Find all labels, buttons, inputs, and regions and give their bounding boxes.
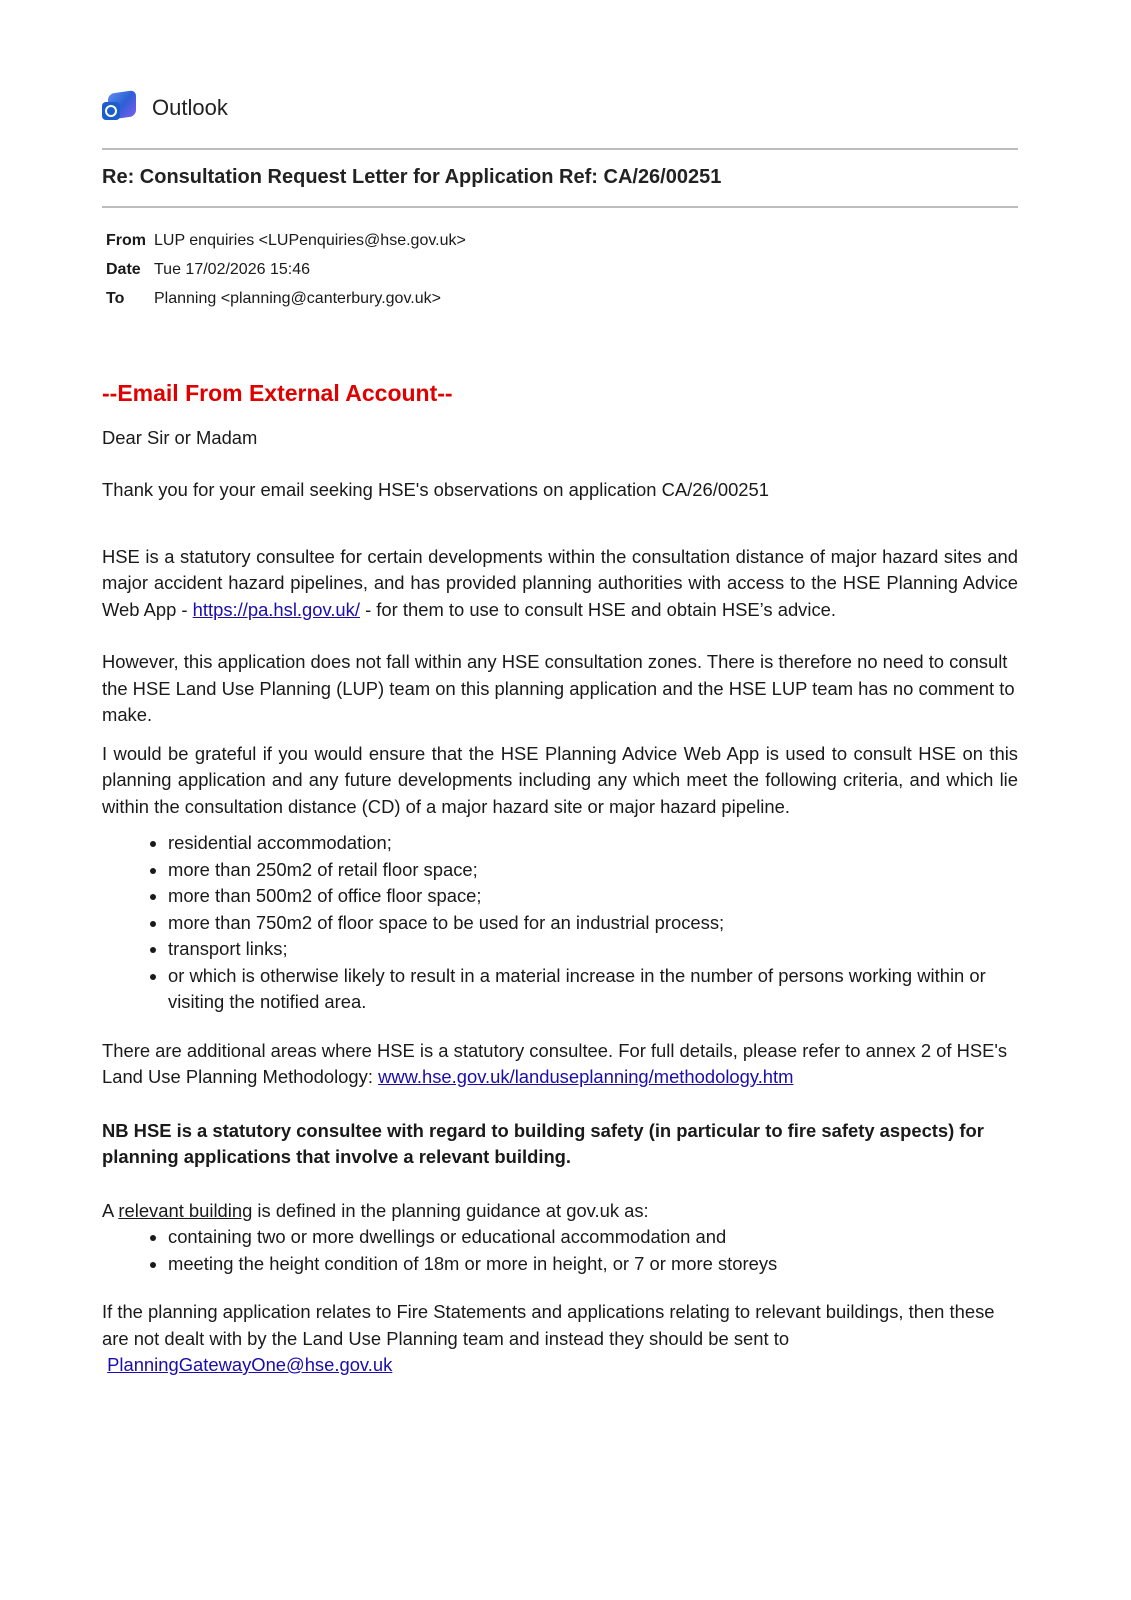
to-label: To [106, 290, 125, 307]
header-divider [102, 148, 1018, 150]
fire-statement-paragraph [102, 1299, 1018, 1379]
relevant-criteria-item: • meeting the height condition of 18m or more in height, or 7 or more storeys [168, 1251, 1018, 1278]
outlook-logo-icon [102, 90, 138, 126]
request-paragraph: I would be grateful if you would ensure that the HSE Planning Advice Web App is used to consult HSE on this planning application and any future developments including any which meet the following criteria, and which lie within the consultation distance (CD) of a major hazard site or major hazard pipeline. [102, 742, 1018, 817]
statutory-paragraph [102, 544, 1018, 624]
relevant-building-paragraph [102, 1198, 1018, 1225]
relevant-building-term: relevant building [118, 1199, 253, 1221]
statutory-text: HSE is a statutory consultee for certain developments within the consultation distance of major hazard sites and major accident hazard pipelines, and has provided planning authorities with access to the HSE Planning Advice Web App - [102, 545, 1018, 620]
additional-areas-text: There are additional areas where HSE is a statutory consultee. For full details, please refer to annex 2 of HSE's Land Use Planning Methodology: [102, 1039, 1008, 1087]
external-warning: --Email From External Account-- [102, 380, 453, 406]
app-name: Outlook [152, 95, 228, 120]
planning-gateway-email-link[interactable]: PlanningGatewayOne@hse.gov.uk [107, 1354, 393, 1375]
criteria-item: • more than 750m2 of floor space to be used for an industrial process; [168, 910, 1018, 937]
greeting: Dear Sir or Madam [102, 426, 258, 448]
criteria-item: • or which is otherwise likely to result in a material increase in the number of persons working within or visiting the notified area. [168, 963, 1018, 1016]
criteria-item: • transport links; [168, 936, 1018, 963]
statutory-text-end: - for them to use to consult HSE and obtain HSE’s advice. [359, 598, 836, 620]
from-label: From [106, 232, 146, 249]
criteria-item: • more than 500m2 of office floor space; [168, 883, 1018, 910]
relevant-prefix: A [102, 1199, 119, 1221]
email-subject: Re: Consultation Request Letter for Application Ref: CA/26/00251 [102, 166, 722, 188]
fire-statement-text: If the planning application relates to Fire Statements and applications relating to relevant buildings, then these are not dealt with by the Land Use Planning team and instead they should be sent to [102, 1301, 995, 1349]
date-label: Date [106, 261, 141, 278]
nb-paragraph: NB HSE is a statutory consultee with regard to building safety (in particular to fire safety aspects) for planning applications that involve a relevant building. [102, 1119, 984, 1167]
criteria-item: • more than 250m2 of retail floor space; [168, 857, 1018, 884]
to-value[interactable]: Planning <planning@canterbury.gov.uk> [154, 290, 441, 307]
email-body [102, 380, 1018, 1379]
relevant-criteria-list [102, 1224, 1018, 1277]
criteria-item: • residential accommodation; [168, 830, 1018, 857]
thanks-paragraph: Thank you for your email seeking HSE's observations on application CA/26/00251 [102, 479, 769, 500]
criteria-list [102, 830, 1018, 1016]
relevant-criteria-item: • containing two or more dwellings or educational accommodation and [168, 1224, 1018, 1251]
from-row [106, 226, 466, 255]
from-value[interactable]: LUP enquiries <LUPenquiries@hse.gov.uk> [154, 232, 466, 249]
app-header [102, 90, 228, 126]
planning-advice-link[interactable]: https://pa.hsl.gov.uk/ [192, 598, 360, 620]
subject-divider [102, 206, 1018, 208]
email-meta [106, 226, 466, 313]
date-row [106, 255, 466, 284]
methodology-link[interactable]: www.hse.gov.uk/landuseplanning/methodology.htm [378, 1066, 794, 1087]
to-row [106, 284, 466, 313]
relevant-suffix: is defined in the planning guidance at gov.uk as: [252, 1199, 649, 1221]
no-consultation-paragraph: However, this application does not fall within any HSE consultation zones. There is therefore no need to consult the HSE Land Use Planning (LUP) team on this planning application and the HSE LUP team has no comment to make. [102, 651, 1015, 725]
date-value: Tue 17/02/2026 15:46 [154, 261, 310, 278]
additional-areas-paragraph [102, 1038, 1018, 1091]
